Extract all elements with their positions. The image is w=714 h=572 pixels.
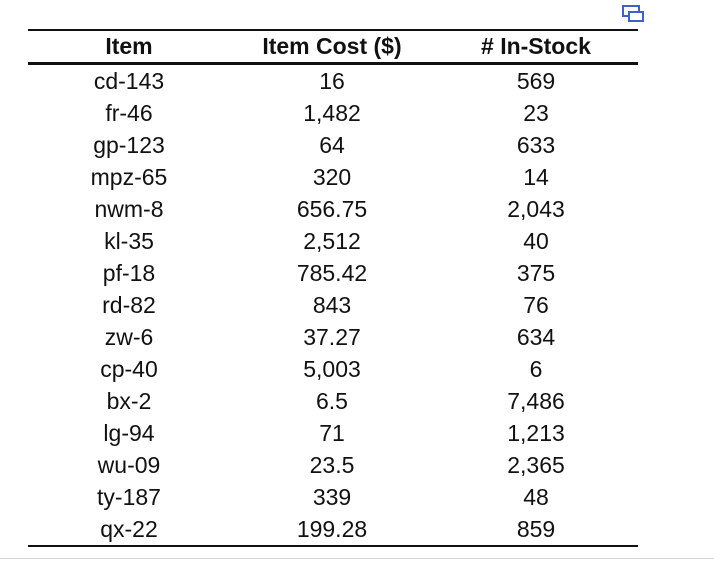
- cell-in-stock: 859: [516, 516, 556, 542]
- cell-item-cost: 64: [319, 132, 345, 158]
- table-row: [28, 353, 638, 385]
- cell-in-stock: 48: [523, 484, 549, 510]
- header-item-cost: Item Cost ($): [262, 33, 402, 59]
- table-row: [28, 481, 638, 513]
- table-row: [28, 257, 638, 289]
- cell-item-cost: 16: [319, 68, 345, 94]
- bottom-divider: [0, 558, 714, 559]
- header-in-stock: # In-Stock: [481, 33, 591, 59]
- cell-item: bx-2: [106, 388, 152, 414]
- cell-item: pf-18: [102, 260, 156, 286]
- cell-item-cost: 5,003: [303, 356, 361, 382]
- table-header-row: [28, 30, 638, 64]
- cell-item: rd-82: [102, 292, 156, 318]
- cell-item-cost: 6.5: [316, 388, 348, 414]
- cell-item: mpz-65: [90, 164, 168, 190]
- cell-item: ty-187: [97, 484, 161, 510]
- inventory-table: [28, 29, 638, 547]
- cell-in-stock: 634: [516, 324, 556, 350]
- table-row: [28, 289, 638, 321]
- table-row: [28, 129, 638, 161]
- cell-in-stock: 633: [516, 132, 556, 158]
- cell-item: kl-35: [104, 228, 154, 254]
- cell-item: cp-40: [100, 356, 158, 382]
- table-row: [28, 64, 638, 98]
- cell-item-cost: 37.27: [303, 324, 361, 350]
- cell-in-stock: 23: [523, 100, 549, 126]
- cell-item-cost: 23.5: [309, 452, 355, 478]
- table-row: [28, 385, 638, 417]
- cell-item: lg-94: [103, 420, 155, 446]
- cell-item-cost: 656.75: [296, 196, 368, 222]
- table-row: [28, 417, 638, 449]
- inventory-table-container: [28, 29, 638, 547]
- cell-item: cd-143: [93, 68, 165, 94]
- cell-item-cost: 1,482: [303, 100, 361, 126]
- cell-in-stock: 40: [523, 228, 549, 254]
- table-body: [28, 64, 638, 547]
- cell-item: nwm-8: [94, 196, 164, 222]
- cell-item-cost: 785.42: [296, 260, 368, 286]
- cell-item: fr-46: [105, 100, 153, 126]
- cell-in-stock: 569: [516, 68, 556, 94]
- cell-in-stock: 6: [529, 356, 543, 382]
- cell-item-cost: 843: [312, 292, 352, 318]
- cell-item: gp-123: [93, 132, 165, 158]
- header-item: Item: [105, 33, 153, 59]
- cell-in-stock: 1,213: [507, 420, 565, 446]
- table-row: [28, 225, 638, 257]
- cell-in-stock: 2,365: [507, 452, 565, 478]
- cell-item: wu-09: [97, 452, 161, 478]
- table-row: [28, 449, 638, 481]
- cell-in-stock: 7,486: [507, 388, 565, 414]
- cell-item-cost: 199.28: [296, 516, 368, 542]
- cell-in-stock: 76: [523, 292, 549, 318]
- cell-item-cost: 2,512: [303, 228, 361, 254]
- table-row: [28, 97, 638, 129]
- cell-item: qx-22: [100, 516, 158, 542]
- cell-in-stock: 14: [523, 164, 549, 190]
- table-row: [28, 513, 638, 546]
- expand-window-icon[interactable]: [621, 4, 647, 24]
- table-row: [28, 161, 638, 193]
- cell-item-cost: 71: [319, 420, 345, 446]
- cell-in-stock: 2,043: [507, 196, 565, 222]
- table-row: [28, 193, 638, 225]
- cell-item-cost: 320: [312, 164, 352, 190]
- cell-in-stock: 375: [516, 260, 556, 286]
- cell-item: zw-6: [104, 324, 154, 350]
- cell-item-cost: 339: [312, 484, 352, 510]
- table-row: [28, 321, 638, 353]
